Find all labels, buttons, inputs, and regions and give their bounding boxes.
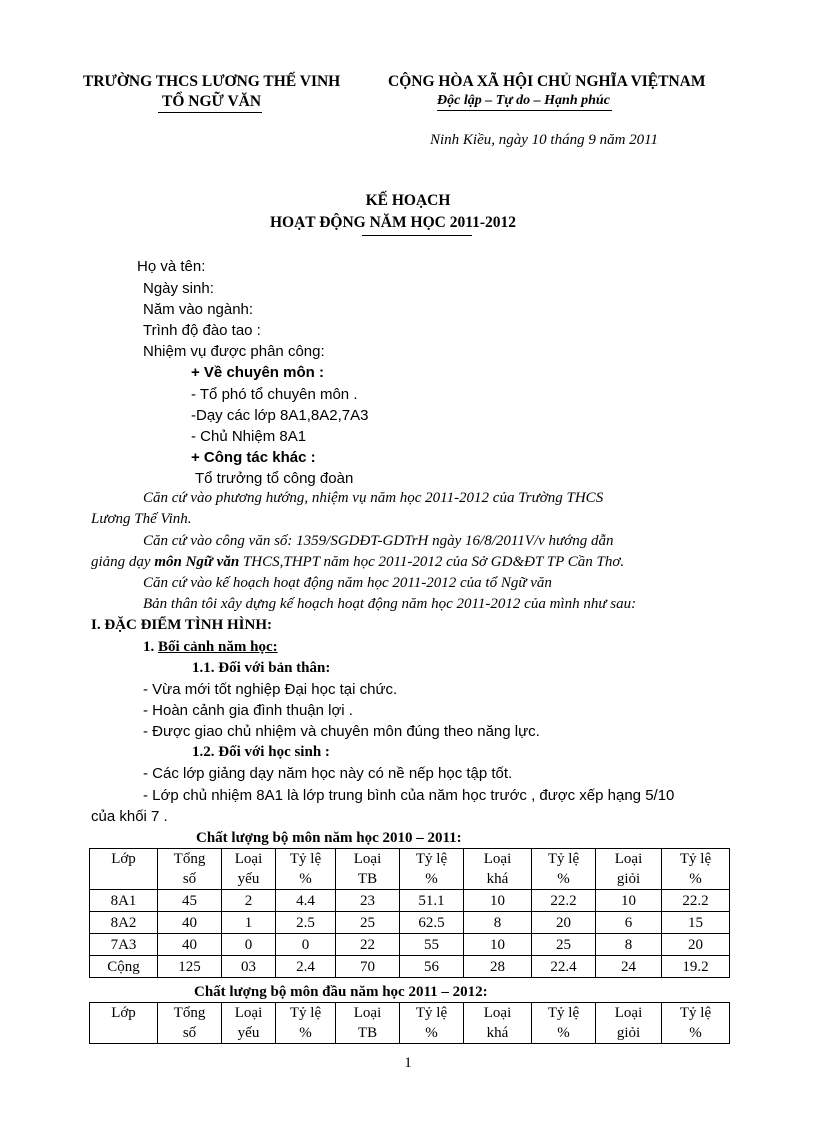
header-top: Loại: [353, 851, 382, 867]
subsection-1-number: 1.: [143, 639, 158, 655]
table-cell: 62.5: [400, 912, 464, 934]
table-cell: 70: [336, 956, 400, 978]
doc-subtitle: HOẠT ĐỘNG NĂM HỌC 2011-2012: [270, 214, 516, 231]
table2-header-cell: [464, 1003, 532, 1044]
header-bottom: yếu: [237, 1025, 260, 1041]
table-cell: 2.5: [276, 912, 336, 934]
basis-4: Bản thân tôi xây dựng kế hoạch hoạt động năm học 2011-2012 của mình như sau:: [143, 596, 637, 612]
header-top: Tỷ lệ: [415, 1005, 448, 1021]
title-underline: [362, 235, 472, 236]
header-top: Tỷ lệ: [415, 851, 448, 867]
header-top: Tổng: [173, 851, 206, 867]
subsection-1-1: 1.1. Đối với bản thân:: [192, 660, 331, 676]
table-cell: 23: [336, 890, 400, 912]
basis-1-line-1: Căn cứ vào phương hướng, nhiệm vụ năm học 2011-2012 của Trường THCS: [143, 490, 604, 506]
self-item-1: - Vừa mới tốt nghiệp Đại học tại chức.: [143, 681, 398, 698]
header-bottom: TB: [357, 1025, 378, 1041]
table-cell: 8: [464, 912, 532, 934]
national-motto: Độc lập – Tự do – Hạnh phúc: [437, 93, 612, 111]
basis-1-line-2: Lương Thế Vinh.: [91, 511, 192, 527]
table2-header-cell: [158, 1003, 222, 1044]
table2-header-row: [90, 1003, 730, 1044]
header-bottom: %: [689, 871, 702, 887]
header-top: Tỷ lệ: [679, 851, 712, 867]
table2-caption: Chất lượng bộ môn đầu năm học 2011 – 2012:: [194, 984, 488, 1000]
field-dob: Ngày sinh:: [143, 280, 214, 297]
basis-2-line-2: [91, 554, 624, 571]
subsection-1-2: 1.2. Đối với học sinh :: [192, 744, 330, 760]
header-top: Loại: [353, 1005, 382, 1021]
table-cell: 8A1: [90, 890, 158, 912]
table-cell: 40: [158, 934, 222, 956]
table2-header-cell: [336, 1003, 400, 1044]
header-top: Loại: [234, 851, 263, 867]
header-bottom: số: [182, 1025, 197, 1041]
table-cell: Cộng: [90, 956, 158, 978]
header-top: Tỷ lệ: [547, 851, 580, 867]
self-item-3: - Được giao chủ nhiệm và chuyên môn đúng theo năng lực.: [143, 723, 540, 740]
table1-header-cell: [276, 849, 336, 890]
prof-item-1: - Tổ phó tổ chuyên môn .: [191, 386, 358, 403]
table-row: [90, 912, 730, 934]
place-date: Ninh Kiều, ngày 10 tháng 9 năm 2011: [430, 132, 659, 148]
field-name: Họ và tên:: [137, 258, 206, 275]
header-top: Loại: [614, 851, 643, 867]
header-top: Tỷ lệ: [289, 851, 322, 867]
table-row: [90, 890, 730, 912]
table-cell: 40: [158, 912, 222, 934]
table-cell: 25: [532, 934, 596, 956]
table1-header-cell: [596, 849, 662, 890]
header-bottom: khá: [486, 871, 509, 887]
table-cell: 2: [222, 890, 276, 912]
table1-caption: Chất lượng bộ môn năm học 2010 – 2011:: [196, 830, 462, 846]
field-start-year: Năm vào ngành:: [143, 301, 254, 318]
table-cell: 45: [158, 890, 222, 912]
basis-2-text-c: THCS,THPT năm học 2011-2012 của Sở GD&ĐT TP Cần Thơ.: [239, 554, 625, 570]
basis-2-line-1: Căn cứ vào công văn số: 1359/SGDĐT-GDTrH ngày 16/8/2011V/v hướng dẫn: [143, 533, 614, 549]
header-bottom: TB: [357, 871, 378, 887]
header-top: Tỷ lệ: [547, 1005, 580, 1021]
table1-header-cell: [532, 849, 596, 890]
header-top: Loại: [234, 1005, 263, 1021]
table-cell: 19.2: [662, 956, 730, 978]
other-item-1: Tổ trưởng tổ công đoàn: [195, 470, 354, 487]
table-cell: 03: [222, 956, 276, 978]
page-number: 1: [404, 1055, 412, 1071]
school-name: TRƯỜNG THCS LƯƠNG THẾ VINH: [83, 73, 341, 90]
header-bottom: khá: [486, 1025, 509, 1041]
table-cell: 24: [596, 956, 662, 978]
republic-name: CỘNG HÒA XÃ HỘI CHỦ NGHĨA VIỆTNAM: [388, 73, 706, 90]
header-top: Lớp: [111, 851, 136, 867]
table-cell: 15: [662, 912, 730, 934]
table1-header-cell: [222, 849, 276, 890]
table2-header-cell: [222, 1003, 276, 1044]
table-cell: 0: [222, 934, 276, 956]
table-cell: 0: [276, 934, 336, 956]
table-cell: 20: [532, 912, 596, 934]
header-top: Tổng: [173, 1005, 206, 1021]
header-bottom: yếu: [237, 871, 260, 887]
table-cell: 125: [158, 956, 222, 978]
section-heading: I. ĐẶC ĐIỂM TÌNH HÌNH:: [91, 617, 272, 633]
basis-3: Căn cứ vào kế hoạch hoạt động năm học 2011-2012 của tổ Ngữ văn: [143, 575, 552, 591]
header-bottom: %: [557, 871, 570, 887]
table2-header-cell: [276, 1003, 336, 1044]
table2-header-cell: [90, 1003, 158, 1044]
table2-header-cell: [532, 1003, 596, 1044]
table-row: [90, 934, 730, 956]
header-bottom: %: [557, 1025, 570, 1041]
table-cell: 2.4: [276, 956, 336, 978]
student-item-1: - Các lớp giảng dạy năm học này có nề nếp học tập tốt.: [143, 765, 513, 782]
table-cell: 6: [596, 912, 662, 934]
table2-header-cell: [400, 1003, 464, 1044]
table1-header-row: [90, 849, 730, 890]
table-cell: 56: [400, 956, 464, 978]
header-bottom: số: [182, 871, 197, 887]
table-cell: 28: [464, 956, 532, 978]
table-cell: 55: [400, 934, 464, 956]
department-name: TỔ NGỮ VĂN: [158, 93, 262, 113]
student-item-2-line-1: - Lớp chủ nhiệm 8A1 là lớp trung bình của năm học trước , được xếp hạng 5/10: [143, 787, 675, 804]
basis-2-subject: môn Ngữ văn: [154, 554, 240, 570]
table2-header-cell: [596, 1003, 662, 1044]
table-cell: 22.4: [532, 956, 596, 978]
table-cell: 25: [336, 912, 400, 934]
table-cell: 10: [464, 934, 532, 956]
subsection-1: [143, 639, 278, 656]
table1-header-cell: [90, 849, 158, 890]
table-cell: 8: [596, 934, 662, 956]
table-cell: 22.2: [662, 890, 730, 912]
subsection-1-title: Bối cảnh năm học:: [158, 639, 278, 655]
prof-item-2: -Dạy các lớp 8A1,8A2,7A3: [191, 407, 369, 424]
header-top: Loại: [614, 1005, 643, 1021]
table-cell: 7A3: [90, 934, 158, 956]
table1-grade-stats: [89, 848, 730, 978]
basis-2-text-a: giảng dạy: [91, 554, 155, 570]
doc-title: KẾ HOẠCH: [365, 192, 451, 209]
table-cell: 4.4: [276, 890, 336, 912]
table1-header-cell: [400, 849, 464, 890]
header-bottom: giỏi: [616, 871, 641, 887]
header-bottom: %: [299, 1025, 312, 1041]
header-bottom: %: [299, 871, 312, 887]
table1-header-cell: [662, 849, 730, 890]
table-cell: 22.2: [532, 890, 596, 912]
table1-header-cell: [158, 849, 222, 890]
prof-item-3: - Chủ Nhiệm 8A1: [191, 428, 307, 445]
header-top: Tỷ lệ: [679, 1005, 712, 1021]
table1-header-cell: [464, 849, 532, 890]
table-cell: 51.1: [400, 890, 464, 912]
professional-heading: + Về chuyên môn :: [191, 364, 324, 381]
field-education: Trình độ đào tao :: [143, 322, 261, 339]
header-top: Loại: [483, 851, 512, 867]
table-cell: 10: [596, 890, 662, 912]
table2-grade-stats: [89, 1002, 730, 1044]
table-row: [90, 956, 730, 978]
self-item-2: - Hoàn cảnh gia đình thuận lợi .: [143, 702, 353, 719]
table-cell: 20: [662, 934, 730, 956]
field-duties: Nhiệm vụ được phân công:: [143, 343, 325, 360]
header-top: Tỷ lệ: [289, 1005, 322, 1021]
header-bottom: giỏi: [616, 1025, 641, 1041]
table-cell: 1: [222, 912, 276, 934]
table-cell: 10: [464, 890, 532, 912]
other-heading: + Công tác khác :: [191, 449, 316, 466]
header-top: Loại: [483, 1005, 512, 1021]
student-item-2-line-2: của khối 7 .: [91, 808, 168, 825]
table-cell: 22: [336, 934, 400, 956]
table1-header-cell: [336, 849, 400, 890]
header-bottom: %: [689, 1025, 702, 1041]
header-bottom: %: [425, 1025, 438, 1041]
header-top: Lớp: [111, 1005, 136, 1021]
header-bottom: %: [425, 871, 438, 887]
table2-header-cell: [662, 1003, 730, 1044]
table-cell: 8A2: [90, 912, 158, 934]
